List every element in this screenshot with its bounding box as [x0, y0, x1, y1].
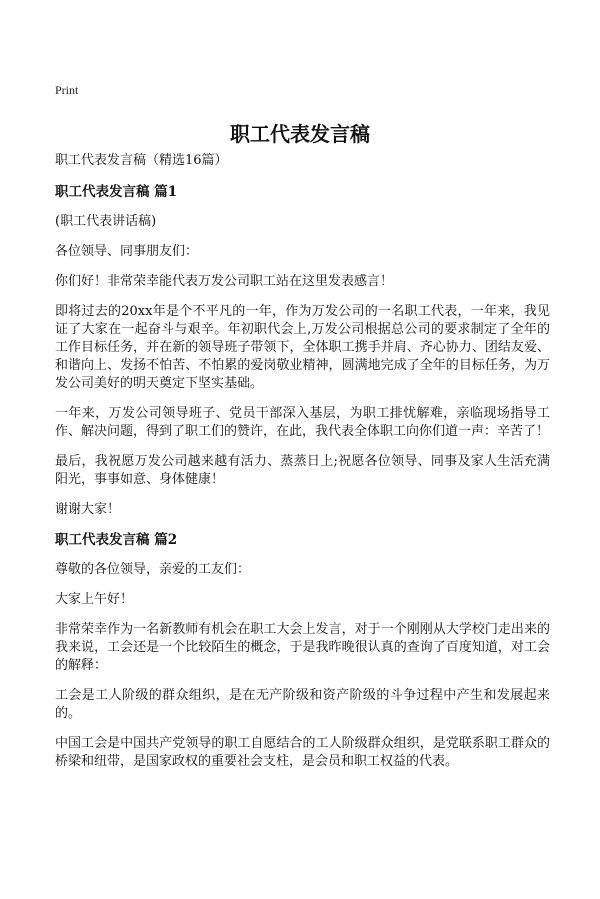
paragraph: 即将过去的20xx年是个不平凡的一年，作为万发公司的一名职工代表，一年来，我见证了大家在一起奋斗与艰辛。年初职代会上,万发公司根据总公司的要求制定了全年的工作目标任务，并在新的领导班子带领下，全体职工携手并肩、齐心协力、团结友爱、和谐向上、发扬不怕苦、不怕累的爱岗敬业精神，圆满地完成了全年的目标任务，为万发公司美好的明天奠定下坚实基础。 — [55, 304, 550, 391]
paragraph: 尊敬的各位领导，亲爱的工友们： — [55, 562, 251, 577]
paragraph: 谢谢大家！ — [55, 502, 121, 517]
section-heading-1: 职工代表发言稿 篇1 — [55, 184, 178, 200]
paragraph: 中国工会是中国共产党领导的职工自愿结合的工人阶级群众组织，是党联系职工群众的桥梁和纽带，是国家政权的重要社会支柱，是会员和职工权益的代表。 — [55, 736, 550, 769]
document-title: 职工代表发言稿 — [230, 122, 370, 146]
paragraph: 大家上午好！ — [55, 592, 134, 607]
document-subtitle: 职工代表发言稿（精选16篇） — [55, 153, 228, 168]
paragraph: 工会是工人阶级的群众组织，是在无产阶级和资产阶级的斗争过程中产生和发展起来的。 — [55, 688, 550, 721]
section-heading-2: 职工代表发言稿 篇2 — [55, 532, 178, 548]
paragraph: 最后，我祝愿万发公司越来越有活力、蒸蒸日上;祝愿各位领导、同事及家人生活充满阳光，事事如意、身体健康！ — [55, 454, 550, 487]
paragraph: 一年来，万发公司领导班子、党员干部深入基层，为职工排忧解难，亲临现场指导工作、解决问题，得到了职工们的赞许，在此，我代表全体职工向你们道一声：辛苦了！ — [55, 406, 550, 439]
paragraph: 各位领导、同事朋友们： — [55, 244, 199, 259]
paragraph: 非常荣幸作为一名新教师有机会在职工大会上发言，对于一个刚刚从大学校门走出来的我来说，工会还是一个比较陌生的概念，于是我昨晚很认真的查询了百度知道，对工会的解释： — [55, 622, 550, 673]
paragraph: 你们好！非常荣幸能代表万发公司职工站在这里发表感言！ — [55, 274, 394, 289]
print-link[interactable]: Print — [55, 83, 79, 97]
document-body — [55, 152, 550, 783]
paragraph: (职工代表讲话稿) — [55, 214, 157, 229]
